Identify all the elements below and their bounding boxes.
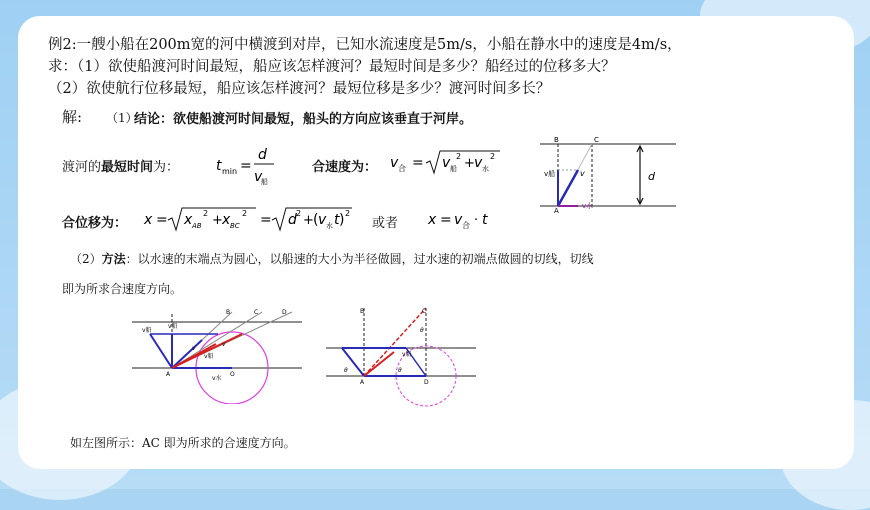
svg-text:合: 合 — [462, 221, 470, 230]
label-C: C — [422, 308, 427, 315]
part1-label: （1） — [106, 111, 138, 125]
min-time-bold: 最短时间 — [101, 160, 154, 175]
solution-label: 解: — [62, 108, 83, 126]
formula-tmin — [210, 140, 290, 188]
problem-line-3: （2）欲使航行位移最短，船应该怎样渡河？最短位移是多少？渡河时间多长？ — [48, 81, 551, 97]
formula-x — [140, 202, 360, 238]
svg-text:d: d — [258, 147, 267, 163]
label-v-2: v — [222, 341, 226, 348]
label-A: A — [554, 207, 559, 214]
label-B: B — [360, 308, 365, 315]
diagram-min-time — [540, 134, 676, 214]
label-vboat-1: v船 — [142, 327, 152, 334]
svg-text:t: t — [334, 212, 340, 228]
diagram-min-displacement-right — [326, 304, 476, 414]
label-A: A — [360, 379, 365, 386]
svg-text:船: 船 — [261, 178, 268, 186]
problem-line-1: 例2:一艘小船在200m宽的河中横渡到对岸，已知水流速度是5m/s，小船在静水中的速度是4m/s， — [48, 37, 682, 53]
svg-text:v: v — [474, 155, 483, 171]
part1-conclusion: 结论：欲使船渡河时间最短，船头的方向应该垂直于河岸。 — [134, 112, 473, 127]
svg-text:v: v — [318, 212, 327, 228]
svg-text:v: v — [454, 212, 463, 228]
label-theta-2: θ — [344, 367, 348, 374]
label-v: v — [580, 169, 585, 178]
svg-text:v: v — [254, 169, 263, 185]
svg-text:=: = — [440, 212, 452, 228]
svg-text:+: + — [464, 156, 475, 171]
svg-text:船: 船 — [450, 165, 457, 173]
label-vboat-2: v船 — [168, 323, 178, 330]
label-d: d — [648, 170, 655, 183]
part2-method-line-2: 即为所求合速度方向。 — [62, 282, 183, 296]
label-vboat: v船 — [402, 351, 412, 358]
svg-text:v: v — [390, 155, 399, 171]
label-vwater: v水 — [582, 202, 594, 210]
svg-text:x: x — [184, 212, 193, 228]
svg-text:2: 2 — [345, 209, 351, 218]
label-vboat: v船 — [544, 170, 556, 178]
label-C: C — [594, 136, 599, 144]
svg-text:x: x — [144, 212, 153, 228]
svg-text:): ) — [339, 212, 345, 228]
figure-caption: 如左图所示：AC 即为所求的合速度方向。 — [70, 436, 296, 450]
svg-text:t: t — [216, 158, 222, 174]
label-vboat-3: v船 — [204, 353, 214, 360]
svg-text:水: 水 — [326, 222, 333, 230]
label-B: B — [226, 309, 231, 316]
svg-text:t: t — [482, 212, 488, 228]
label-theta-1: θ — [420, 327, 424, 334]
svg-text:AB: AB — [192, 222, 202, 230]
svg-text:2: 2 — [296, 209, 302, 218]
svg-text:+: + — [212, 213, 223, 228]
svg-text:=: = — [412, 155, 424, 171]
formula-x2 — [424, 204, 504, 234]
part2-method-text: ：以水速的末端点为圆心，以船速的大小为半径做圆，过水速的初端点做圆的切线，切线 — [125, 252, 594, 266]
label-O: O — [230, 371, 235, 378]
svg-text:水: 水 — [482, 165, 489, 173]
combined-velocity-label: 合速度为： — [312, 160, 378, 175]
svg-text:min: min — [222, 167, 238, 176]
or-text: 或者 — [372, 216, 399, 231]
svg-text:(: ( — [313, 212, 319, 228]
label-D: D — [282, 309, 287, 316]
min-time-pre: 渡河的 — [62, 160, 102, 175]
svg-text:+: + — [303, 213, 314, 228]
svg-text:2: 2 — [242, 209, 248, 218]
problem-line-2: 求：（1）欲使船渡河时间最短，船应该怎样渡河？最短时间是多少？船经过的位移多大？ — [48, 59, 616, 75]
label-C: C — [254, 309, 259, 316]
part2-prefix: （2） — [70, 252, 102, 266]
svg-text:=: = — [260, 212, 272, 228]
label-D: D — [424, 379, 429, 386]
min-time-label — [62, 156, 179, 175]
part2-method-line — [70, 250, 594, 267]
svg-text:2: 2 — [490, 152, 496, 161]
label-v-1: v — [192, 345, 196, 352]
svg-text:x: x — [428, 212, 437, 228]
svg-text:2: 2 — [203, 209, 209, 218]
svg-text:d: d — [288, 212, 297, 228]
svg-text:=: = — [156, 212, 168, 228]
label-A: A — [166, 371, 171, 378]
svg-text:BC: BC — [230, 222, 240, 230]
svg-text:·: · — [474, 213, 479, 228]
svg-text:v: v — [442, 155, 451, 171]
label-B: B — [554, 136, 559, 144]
svg-text:x: x — [222, 212, 231, 228]
svg-text:合: 合 — [398, 164, 406, 173]
label-theta-3: θ — [398, 367, 402, 374]
label-vwater: v水 — [212, 375, 222, 382]
displacement-label: 合位移为： — [62, 216, 128, 231]
svg-text:=: = — [240, 158, 252, 174]
svg-text:2: 2 — [456, 152, 462, 161]
formula-vhe — [388, 145, 508, 181]
part2-method-bold: 方法 — [101, 252, 126, 266]
min-time-post: 为： — [153, 160, 180, 175]
diagram-min-displacement-left — [132, 304, 302, 404]
